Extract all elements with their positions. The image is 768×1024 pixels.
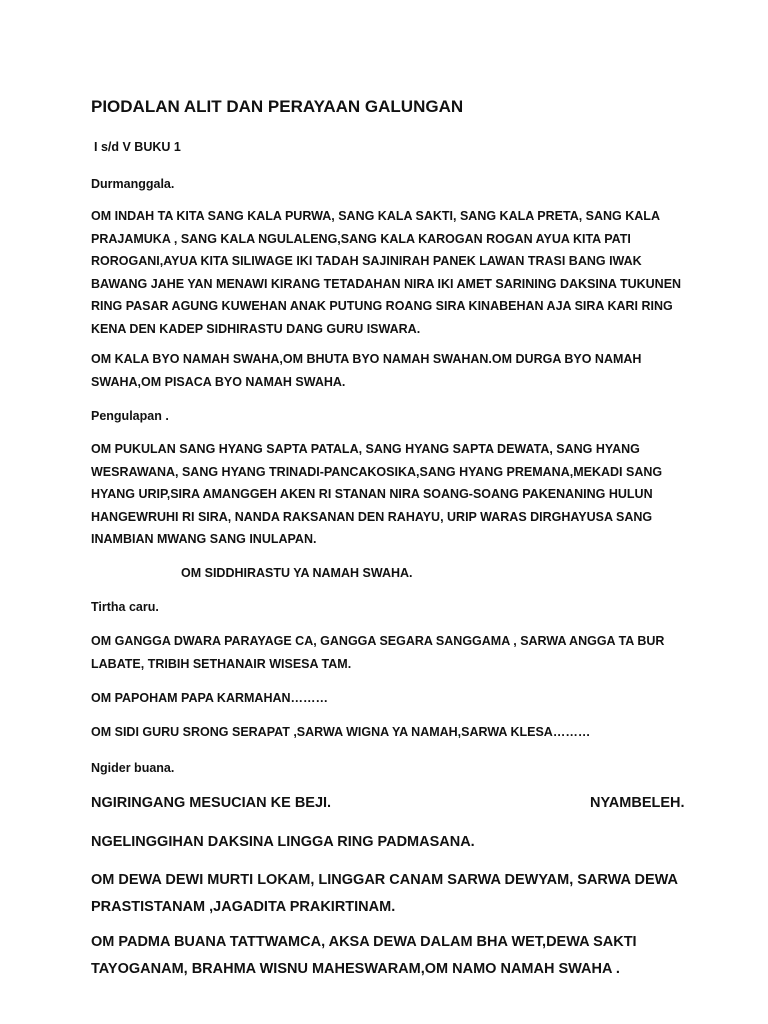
text-line: HYANG URIP,SIRA AMANGGEH AKEN RI STANAN NIRA SOANG-SOANG PAKENANING HULUN [91, 487, 653, 502]
text-line: OM GANGGA DWARA PARAYAGE CA, GANGGA SEGARA SANGGAMA , SARWA ANGGA TA BUR [91, 634, 665, 648]
pengulapan-paragraph [91, 438, 691, 551]
siddhirastu-line: OM SIDDHIRASTU YA NAMAH SWAHA. [181, 566, 413, 580]
text-line: TAYOGANAM, BRAHMA WISNU MAHESWARAM,OM NAMO NAMAH SWAHA . [91, 961, 620, 977]
page-subtitle: I s/d V BUKU 1 [94, 140, 181, 154]
text-line: ROROGANI,AYUA KITA SILIWAGE IKI TADAH SAJINIRAH PANEK LAWAN TRASI BANG IWAK [91, 254, 642, 269]
ngider-buana-heading: Ngider buana. [91, 761, 175, 775]
durmanggala-paragraph [91, 205, 691, 341]
durmanggala-heading: Durmanggala. [91, 177, 175, 191]
sidi-guru-line: OM SIDI GURU SRONG SERAPAT ,SARWA WIGNA YA NAMAH,SARWA KLESA……… [91, 725, 591, 739]
text-line: OM KALA BYO NAMAH SWAHA,OM BHUTA BYO NAMAH SWAHAN.OM DURGA BYO NAMAH [91, 352, 642, 366]
om-padma-paragraph [91, 929, 637, 983]
page-title: PIODALAN ALIT DAN PERAYAAN GALUNGAN [91, 97, 464, 116]
om-kala-paragraph [91, 348, 691, 393]
pengulapan-heading: Pengulapan . [91, 409, 169, 423]
ngelinggihan-line: NGELINGGIHAN DAKSINA LINGGA RING PADMASANA. [91, 834, 475, 850]
text-line: OM DEWA DEWI MURTI LOKAM, LINGGAR CANAM SARWA DEWYAM, SARWA DEWA [91, 872, 678, 888]
papoham-line: OM PAPOHAM PAPA KARMAHAN……… [91, 691, 329, 705]
text-line: SWAHA,OM PISACA BYO NAMAH SWAHA. [91, 374, 346, 389]
nyambeleh-label: NYAMBELEH. [590, 795, 685, 811]
text-line: INAMBIAN MWANG SANG INULAPAN. [91, 532, 317, 547]
gangga-paragraph [91, 630, 691, 675]
text-line: HANGEWRUHI RI SIRA, NANDA RAKSANAN DEN RAHAYU, URIP WARAS DIRGHAYUSA SANG [91, 509, 653, 524]
tirtha-caru-heading: Tirtha caru. [91, 600, 159, 614]
om-dewa-paragraph [91, 867, 678, 921]
text-line: WESRAWANA, SANG HYANG TRINADI-PANCAKOSIKA,SANG HYANG PREMANA,MEKADI SANG [91, 464, 663, 479]
ngiringang-line: NGIRINGANG MESUCIAN KE BEJI. [91, 795, 332, 811]
text-line: PRASTISTANAM ,JAGADITA PRAKIRTINAM. [91, 899, 396, 915]
text-line: PRAJAMUKA , SANG KALA NGULALENG,SANG KALA KAROGAN ROGAN AYUA KITA PATI [91, 231, 631, 246]
text-line: OM PUKULAN SANG HYANG SAPTA PATALA, SANG HYANG SAPTA DEWATA, SANG HYANG [91, 442, 640, 456]
text-line: OM PADMA BUANA TATTWAMCA, AKSA DEWA DALAM BHA WET,DEWA SAKTI [91, 934, 637, 950]
text-line: OM INDAH TA KITA SANG KALA PURWA, SANG KALA SAKTI, SANG KALA PRETA, SANG KALA [91, 209, 660, 223]
text-line: KENA DEN KADEP SIDHIRASTU DANG GURU ISWARA. [91, 321, 421, 336]
text-line: RING PASAR AGUNG KUWEHAN ANAK PUTUNG ROANG SIRA KINABEHAN AJA SIRA KARI RING [91, 299, 673, 314]
text-line: BAWANG JAHE YAN MENAWI KIRANG TETADAHAN NIRA IKI AMET SARINING DAKSINA TUKUNEN [91, 276, 682, 291]
text-line: LABATE, TRIBIH SETHANAIR WISESA TAM. [91, 656, 352, 671]
